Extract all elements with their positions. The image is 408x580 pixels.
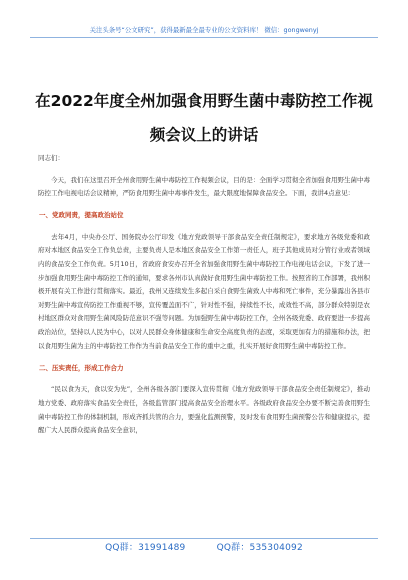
footer-divider [30, 538, 378, 539]
section-text-1: 去年4月，中央办公厅、国务院办公厅印发《地方党政领导干部食品安全责任制规定》，要求地方各级党委和政府对本地区食品安全工作负总责，主要负责人是本地区食品安全工作第一责任人，班子其他成员对分管行业或者领域内的食品安全工作负责。5月10日，省政府食安办召开全省加强食用野生菌中毒防控工作电视电话会议，下发了进一步加强食用野生菌中毒防控工作的通知，要求各州市认真做好食用野生菌中毒防控工作。按照省的工作部署，我州积极开展有关工作进行贯彻落实。最近，我州又连续发生多起自采自食野生菌致人中毒和死亡事件，充分暴露出各县市对野生菌中毒宣传防控工作重视不够，宣传覆盖面不广，针对性不强，持续性不长，成效性不高，部分群众特别是农村地区群众对食用野生菌风险防范意识不强等问题。为加强野生菌中毒防控工作，全州各级党委、政府要进一步提高政治站位，坚持以人民为中心，以对人民群众身体健康和生命安全高度负责的态度，采取更加有力的措施和办法，把以食用野生菌为主的中毒防控工作作为当前食品安全工作的重中之重，扎实开展好食用野生菌中毒防控工作。 [38, 232, 370, 350]
greeting: 同志们： [38, 154, 64, 162]
footer-qq-group-1: QQ群：31991489 [105, 543, 186, 553]
section-paragraph-2 [38, 383, 370, 437]
section-paragraph-1 [38, 231, 370, 353]
section-heading-2: 二、压实责任，形成工作合力 [39, 363, 124, 372]
intro-paragraph [38, 174, 370, 201]
document-body [38, 152, 370, 446]
section-heading-1: 一、党政同责，提高政治站位 [39, 211, 124, 220]
footer [30, 542, 378, 554]
section-text-2: “民以食为天，食以安为先”，全州各级各部门要深入宣传贯彻《地方党政领导干部食品安全责任制规定》，推动地方党委、政府落实食品安全责任，各级监管部门提高食品安全治理水平。各级政府食品安全办要不断完善食用野生菌中毒防控工作的体制机制，形成齐抓共管的合力，要强化监测预警，及时发布食用野生菌预警公告和健康提示，提醒广大人民群众提高食品安全意识， [38, 385, 370, 435]
document-title: 在2022年度全州加强食用野生菌中毒防控工作视频会议上的讲话 [35, 92, 373, 144]
footer-qq-group-2: QQ群：535304092 [216, 543, 303, 553]
header-banner: 关注头条号“公文研究”，获得最新最全最专业的公文资料库！ 微信：gongwenyj [30, 26, 378, 38]
intro-text: 今天，我们在这里召开全州食用野生菌中毒防控工作视频会议，目的是：全面学习贯彻全省加强食用野生菌中毒防控工作电视电话会议精神，严防食用野生菌中毒事件发生，最大限度地保障食品安全。下面，我讲4点意见： [38, 175, 370, 198]
